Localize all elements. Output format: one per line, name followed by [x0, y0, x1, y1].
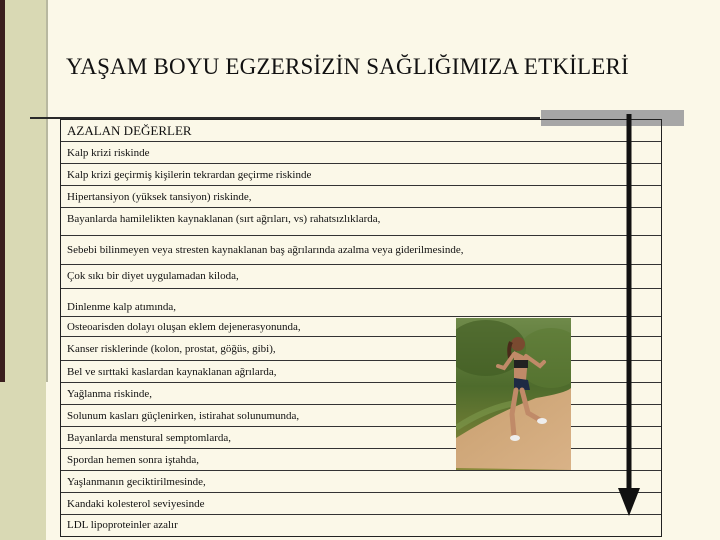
table-row: Bel ve sırttaki kaslardan kaynaklanan ağrılarda,	[61, 361, 661, 383]
table-row: LDL lipoproteinler azalır	[67, 519, 178, 531]
left-accent-stripe	[0, 0, 5, 382]
slide-title: YAŞAM BOYU EGZERSİZİN SAĞLIĞIMIZA ETKİLERİ	[66, 54, 629, 79]
table-row: Yağlanma riskinde,	[61, 383, 661, 405]
table-row: Bayanlarda menstural semptomlarda,	[61, 427, 661, 449]
down-arrow-icon	[614, 110, 644, 520]
table-row: Kalp krizi geçirmiş kişilerin tekrardan geçirme riskinde	[61, 164, 661, 186]
runner-photo	[456, 318, 571, 470]
table-row: Hipertansiyon (yüksek tansiyon) riskinde,	[61, 186, 661, 208]
table-header: AZALAN DEĞERLER	[61, 120, 661, 142]
table-row: Osteoarisden dolayı oluşan eklem dejenerasyonunda,	[61, 317, 661, 337]
table-row: Kandaki kolesterol seviyesinde	[61, 493, 661, 515]
table-row: Çok sıkı bir diyet uygulamadan kiloda,	[61, 265, 661, 289]
table-row: Dinlenme kalp atımında,	[61, 289, 661, 317]
table-row: Yaşlanmanın geciktirilmesinde,	[61, 471, 661, 493]
table-row: Sebebi bilinmeyen veya stresten kaynaklanan baş ağrılarında azalma veya giderilmesinde,	[61, 236, 661, 265]
benefits-table	[60, 119, 662, 537]
table-row: Solunum kasları güçlenirken, istirahat solunumunda,	[61, 405, 661, 427]
left-band-border	[46, 0, 48, 382]
table-row: Kalp krizi riskinde	[61, 142, 661, 164]
table-row: Bayanlarda hamilelikten kaynaklanan (sırt ağrıları, vs) rahatsızlıklarda,	[61, 208, 661, 236]
left-decor-band	[0, 0, 46, 540]
table-row: Spordan hemen sonra iştahda,	[61, 449, 661, 471]
table-row: Kanser risklerinde (kolon, prostat, göğüs, gibi),	[61, 337, 661, 361]
